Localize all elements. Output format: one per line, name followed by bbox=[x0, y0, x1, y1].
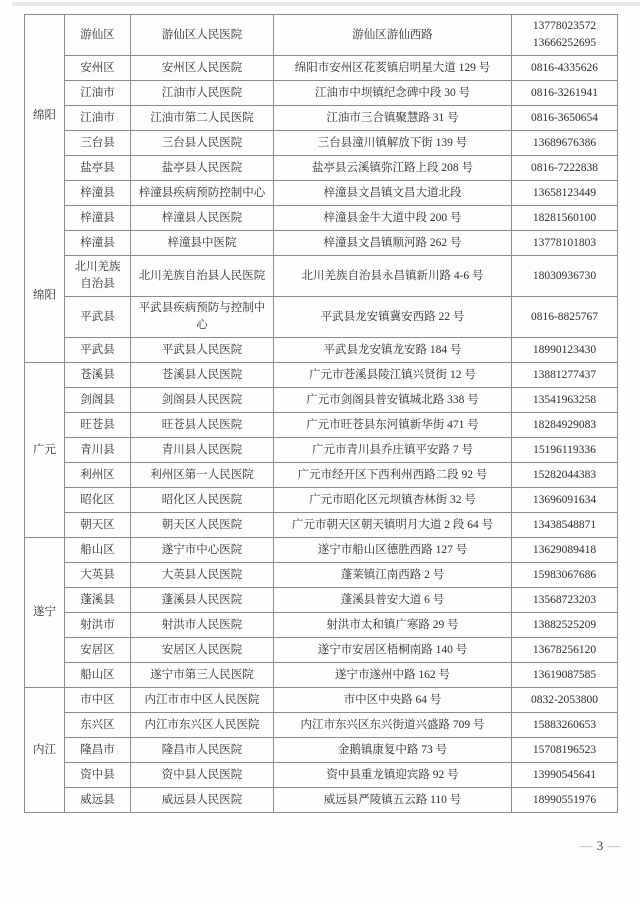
phone-cell bbox=[512, 181, 618, 206]
phone-cell bbox=[512, 156, 618, 181]
hospital-table-body bbox=[25, 15, 618, 813]
district-cell: 剑阁县 bbox=[65, 388, 131, 413]
hospital-cell: 安居区人民医院 bbox=[131, 638, 274, 663]
table-row bbox=[25, 256, 618, 297]
phone-cell bbox=[512, 438, 618, 463]
table-row bbox=[25, 338, 618, 363]
district-cell: 利州区 bbox=[65, 463, 131, 488]
phone-number: 13541963258 bbox=[532, 393, 597, 406]
address-cell: 游仙区游仙西路 bbox=[274, 15, 512, 56]
city-label: 广元 bbox=[33, 443, 56, 456]
address-cell: 广元市经开区下西利州西路二段 92 号 bbox=[274, 463, 512, 488]
table-row bbox=[25, 738, 618, 763]
page-top-edge-shadow bbox=[12, 2, 640, 6]
address-cell: 内江市东兴区东兴街道兴盛路 709 号 bbox=[274, 713, 512, 738]
phone-cell bbox=[512, 463, 618, 488]
district-cell: 东兴区 bbox=[65, 713, 131, 738]
address-cell: 市中区中央路 64 号 bbox=[274, 688, 512, 713]
address-cell: 梓潼县金牛大道中段 200 号 bbox=[274, 206, 512, 231]
district-cell: 威远县 bbox=[65, 788, 131, 813]
district-cell: 安州区 bbox=[65, 56, 131, 81]
city-cell bbox=[25, 15, 65, 363]
city-cell bbox=[25, 538, 65, 688]
phone-cell bbox=[512, 297, 618, 338]
city-cell bbox=[25, 363, 65, 538]
table-row bbox=[25, 488, 618, 513]
address-cell: 资中县重龙镇迎宾路 92 号 bbox=[274, 763, 512, 788]
hospital-cell: 梓潼县中医院 bbox=[131, 231, 274, 256]
phone-number: 13666252695 bbox=[532, 37, 597, 49]
phone-number: 15196119336 bbox=[533, 443, 596, 456]
table-row bbox=[25, 388, 618, 413]
address-cell: 江油市中坝镇纪念碑中段 30 号 bbox=[274, 81, 512, 106]
district-cell: 北川羌族自治县 bbox=[65, 256, 131, 297]
phone-number: 13990545641 bbox=[532, 768, 597, 781]
phone-cell bbox=[512, 206, 618, 231]
phone-cell bbox=[512, 588, 618, 613]
phone-cell bbox=[512, 388, 618, 413]
address-cell: 遂宁市船山区德胜西路 127 号 bbox=[274, 538, 512, 563]
address-cell: 梓潼县文昌镇顺河路 262 号 bbox=[274, 231, 512, 256]
phone-number: 13881277437 bbox=[532, 368, 597, 381]
address-cell: 遂宁市遂州中路 162 号 bbox=[274, 663, 512, 688]
phone-number: 13619087585 bbox=[532, 668, 597, 681]
phone-cell bbox=[512, 256, 618, 297]
hospital-cell: 剑阁县人民医院 bbox=[131, 388, 274, 413]
phone-number: 13438548871 bbox=[532, 518, 597, 531]
address-cell: 三台县潼川镇解放下街 139 号 bbox=[274, 131, 512, 156]
phone-number: 18281560100 bbox=[532, 211, 597, 224]
phone-cell bbox=[512, 488, 618, 513]
hospital-cell: 遂宁市第三人民医院 bbox=[131, 663, 274, 688]
phone-cell bbox=[512, 738, 618, 763]
district-cell: 江油市 bbox=[65, 81, 131, 106]
hospital-cell: 江油市第二人民医院 bbox=[131, 106, 274, 131]
hospital-cell: 北川羌族自治县人民医院 bbox=[131, 256, 274, 297]
address-cell: 威远县严陵镇五云路 110 号 bbox=[274, 788, 512, 813]
address-cell: 北川羌族自治县永昌镇新川路 4-6 号 bbox=[274, 256, 512, 297]
district-cell: 江油市 bbox=[65, 106, 131, 131]
table-row bbox=[25, 413, 618, 438]
address-cell: 广元市朝天区朝天镇明月大道 2 段 64 号 bbox=[274, 513, 512, 538]
district-cell: 平武县 bbox=[65, 297, 131, 338]
phone-number: 15983067686 bbox=[532, 568, 597, 581]
district-cell: 游仙区 bbox=[65, 15, 131, 56]
district-cell: 盐亭县 bbox=[65, 156, 131, 181]
address-cell: 梓潼县文昌镇文昌大道北段 bbox=[274, 181, 512, 206]
phone-number: 0816-4335626 bbox=[530, 61, 599, 74]
city-label: 绵阳 bbox=[33, 289, 56, 302]
hospital-cell: 隆昌市人民医院 bbox=[131, 738, 274, 763]
phone-number: 13778101803 bbox=[532, 236, 597, 249]
page-number-dash-right: — bbox=[607, 838, 621, 853]
district-cell: 三台县 bbox=[65, 131, 131, 156]
table-row bbox=[25, 106, 618, 131]
hospital-cell: 安州区人民医院 bbox=[131, 56, 274, 81]
phone-number: 0832-2053800 bbox=[530, 693, 599, 706]
phone-number: 0816-3261941 bbox=[530, 86, 599, 99]
district-cell: 资中县 bbox=[65, 763, 131, 788]
phone-cell bbox=[512, 131, 618, 156]
table-row bbox=[25, 613, 618, 638]
address-cell: 广元市苍溪县陵江镇兴贤街 12 号 bbox=[274, 363, 512, 388]
phone-cell bbox=[512, 538, 618, 563]
phone-cell bbox=[512, 231, 618, 256]
hospital-cell: 平武县疾病预防与控制中心 bbox=[131, 297, 274, 338]
district-cell: 船山区 bbox=[65, 663, 131, 688]
table-row bbox=[25, 588, 618, 613]
phone-number: 18030936730 bbox=[532, 269, 597, 282]
table-row bbox=[25, 663, 618, 688]
district-cell: 昭化区 bbox=[65, 488, 131, 513]
table-row bbox=[25, 438, 618, 463]
phone-cell bbox=[512, 513, 618, 538]
phone-cell bbox=[512, 563, 618, 588]
phone-cell bbox=[512, 613, 618, 638]
address-cell: 射洪市太和镇广寒路 29 号 bbox=[274, 613, 512, 638]
city-label: 遂宁 bbox=[33, 606, 56, 618]
phone-cell bbox=[512, 15, 618, 56]
address-cell: 绵阳市安州区花荄镇启明星大道 129 号 bbox=[274, 56, 512, 81]
table-row bbox=[25, 181, 618, 206]
district-cell: 梓潼县 bbox=[65, 231, 131, 256]
hospital-cell: 大英县人民医院 bbox=[131, 563, 274, 588]
hospital-cell: 平武县人民医院 bbox=[131, 338, 274, 363]
phone-number: 0816-7222838 bbox=[530, 161, 599, 174]
table-row bbox=[25, 81, 618, 106]
phone-number: 13568723203 bbox=[532, 593, 597, 606]
phone-cell bbox=[512, 363, 618, 388]
hospital-cell: 江油市人民医院 bbox=[131, 81, 274, 106]
phone-number: 18990123430 bbox=[532, 343, 597, 356]
address-cell: 蓬莱镇江南西路 2 号 bbox=[274, 563, 512, 588]
hospital-directory-table bbox=[24, 14, 618, 813]
hospital-cell: 梓潼县疾病预防控制中心 bbox=[131, 181, 274, 206]
hospital-cell: 射洪市人民医院 bbox=[131, 613, 274, 638]
address-cell: 平武县龙安镇龙安路 184 号 bbox=[274, 338, 512, 363]
phone-cell bbox=[512, 638, 618, 663]
phone-number: 13658123449 bbox=[532, 186, 597, 199]
phone-number: 18284929083 bbox=[532, 418, 597, 431]
hospital-cell: 利州区第一人民医院 bbox=[131, 463, 274, 488]
phone-number: 0816-8825767 bbox=[530, 310, 599, 323]
table-row bbox=[25, 297, 618, 338]
table-row bbox=[25, 513, 618, 538]
district-cell: 船山区 bbox=[65, 538, 131, 563]
phone-number: 0816-3650654 bbox=[530, 111, 599, 124]
address-cell: 广元市剑阁县普安镇城北路 338 号 bbox=[274, 388, 512, 413]
table-row bbox=[25, 563, 618, 588]
phone-number: 13629089418 bbox=[532, 543, 597, 556]
address-cell: 蓬溪县普安大道 6 号 bbox=[274, 588, 512, 613]
table-row bbox=[25, 363, 618, 388]
address-cell: 平武县龙安镇冀安西路 22 号 bbox=[274, 297, 512, 338]
city-cell bbox=[25, 688, 65, 813]
address-cell: 广元市旺苍县东河镇新华街 471 号 bbox=[274, 413, 512, 438]
phone-cell bbox=[512, 338, 618, 363]
phone-number: 18990551976 bbox=[532, 793, 597, 806]
district-cell: 梓潼县 bbox=[65, 206, 131, 231]
page-number-dash-left: — bbox=[579, 838, 593, 853]
table-row bbox=[25, 15, 618, 56]
hospital-cell: 梓潼县人民医院 bbox=[131, 206, 274, 231]
table-row bbox=[25, 463, 618, 488]
district-cell: 安居区 bbox=[65, 638, 131, 663]
table-row bbox=[25, 763, 618, 788]
table-row bbox=[25, 131, 618, 156]
phone-number: 13678256120 bbox=[532, 643, 597, 656]
district-cell: 射洪市 bbox=[65, 613, 131, 638]
phone-number: 15883260653 bbox=[532, 718, 597, 731]
phone-cell bbox=[512, 788, 618, 813]
district-cell: 大英县 bbox=[65, 563, 131, 588]
phone-cell bbox=[512, 763, 618, 788]
table-row bbox=[25, 713, 618, 738]
hospital-cell: 旺苍县人民医院 bbox=[131, 413, 274, 438]
city-label: 绵阳 bbox=[33, 109, 56, 122]
district-cell: 苍溪县 bbox=[65, 363, 131, 388]
table-row bbox=[25, 688, 618, 713]
phone-number: 13696091634 bbox=[532, 493, 597, 506]
page-number bbox=[555, 838, 640, 853]
district-cell: 青川县 bbox=[65, 438, 131, 463]
hospital-cell: 内江市市中区人民医院 bbox=[131, 688, 274, 713]
district-cell: 旺苍县 bbox=[65, 413, 131, 438]
table-row bbox=[25, 231, 618, 256]
table-row bbox=[25, 156, 618, 181]
page-number-value: 3 bbox=[596, 838, 604, 853]
hospital-cell: 三台县人民医院 bbox=[131, 131, 274, 156]
phone-number: 13882525209 bbox=[532, 618, 597, 631]
district-cell: 市中区 bbox=[65, 688, 131, 713]
city-label: 内江 bbox=[33, 743, 56, 756]
address-cell: 金鹅镇康复中路 73 号 bbox=[274, 738, 512, 763]
phone-cell bbox=[512, 713, 618, 738]
phone-number: 15708196523 bbox=[532, 743, 597, 756]
phone-cell bbox=[512, 81, 618, 106]
hospital-cell: 青川县人民医院 bbox=[131, 438, 274, 463]
phone-number: 13689676386 bbox=[532, 136, 597, 149]
table-row bbox=[25, 206, 618, 231]
address-cell: 盐亭县云溪镇弥江路上段 208 号 bbox=[274, 156, 512, 181]
address-cell: 广元市昭化区元坝镇杏林街 32 号 bbox=[274, 488, 512, 513]
hospital-cell: 资中县人民医院 bbox=[131, 763, 274, 788]
hospital-cell: 盐亭县人民医院 bbox=[131, 156, 274, 181]
phone-cell bbox=[512, 688, 618, 713]
hospital-cell: 游仙区人民医院 bbox=[131, 15, 274, 56]
district-cell: 隆昌市 bbox=[65, 738, 131, 763]
hospital-cell: 遂宁市中心医院 bbox=[131, 538, 274, 563]
hospital-cell: 蓬溪县人民医院 bbox=[131, 588, 274, 613]
district-cell: 平武县 bbox=[65, 338, 131, 363]
phone-cell bbox=[512, 56, 618, 81]
table-row bbox=[25, 538, 618, 563]
hospital-cell: 威远县人民医院 bbox=[131, 788, 274, 813]
district-cell: 梓潼县 bbox=[65, 181, 131, 206]
phone-cell bbox=[512, 106, 618, 131]
district-cell: 朝天区 bbox=[65, 513, 131, 538]
hospital-cell: 苍溪县人民医院 bbox=[131, 363, 274, 388]
table-row bbox=[25, 56, 618, 81]
address-cell: 广元市青川县乔庄镇平安路 7 号 bbox=[274, 438, 512, 463]
phone-cell bbox=[512, 663, 618, 688]
address-cell: 江油市三合镇聚慧路 31 号 bbox=[274, 106, 512, 131]
table-row bbox=[25, 788, 618, 813]
district-cell: 蓬溪县 bbox=[65, 588, 131, 613]
phone-number: 13778023572 bbox=[532, 20, 597, 32]
table-row bbox=[25, 638, 618, 663]
phone-number: 15282044383 bbox=[532, 468, 597, 481]
hospital-cell: 朝天区人民医院 bbox=[131, 513, 274, 538]
phone-cell bbox=[512, 413, 618, 438]
address-cell: 遂宁市安居区梧桐南路 140 号 bbox=[274, 638, 512, 663]
hospital-cell: 内江市东兴区人民医院 bbox=[131, 713, 274, 738]
hospital-cell: 昭化区人民医院 bbox=[131, 488, 274, 513]
